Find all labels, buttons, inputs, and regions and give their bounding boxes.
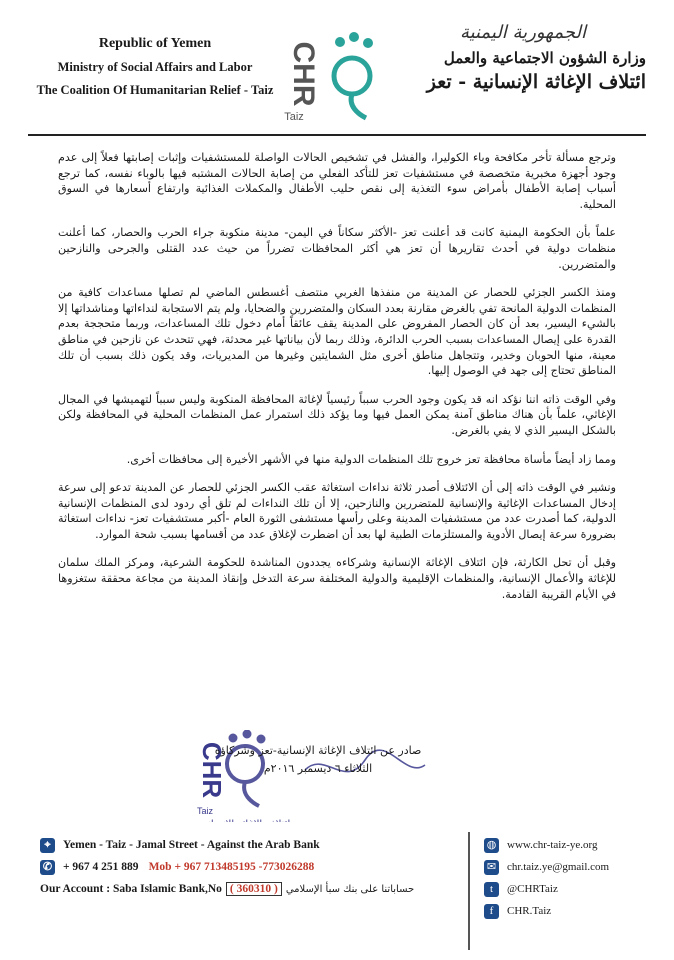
- facebook-icon: f: [484, 904, 499, 919]
- online-links: [484, 834, 654, 922]
- letterhead: [0, 0, 674, 130]
- account-row: [40, 878, 430, 900]
- email-icon: ✉: [484, 860, 499, 875]
- stamp-letters: CHR: [197, 741, 227, 799]
- coalition-name: The Coalition Of Humanitarian Relief - Taiz: [36, 83, 274, 97]
- letterhead-english: [30, 36, 280, 98]
- paragraph: وترجع مسألة تأخر مكافحة وباء الكوليرا، والفشل في تشخيص الحالات الواصلة للمستشفيات وإثبات إصابتها فعلاً إلى عدم وجود أجهزة مخبرية متخصصة في مستشفيات تعز للتأكد الفعلي من إصابة الحالات المشتبه فيها بالوباء نفسه، كما ترجع أسباب إصابة الأطفال بأمراض سوء التغذية إلى نقص حليب الأطفال والمكملات الغذائية وارتفاع أسعارها في السوق المحلية.: [58, 151, 616, 211]
- paragraph: ونشير في الوقت ذاته إلى أن الائتلاف أصدر ثلاثة نداءات استغاثة عقب الكسر الجزئي للحصار عن المدينة تدعو إلى سرعة إدخال المساعدات الإغاثية والإنسانية للمتضررين والنازحين، إلا أن تلك النداءات لم تلق أي ردود لدى المنظمات الإنسانية الدولية، كما أصدرت عدد من مستشفيات المدينة وعلى رأسها مستشفى الثورة العام -أكبر مستشفيات تعز- نداءات استغاثة بضرورة سرعة إيصال الأدوية والمستلزمات الطبية لها بعد أن اضطرت لإغلاق عدد من أقسامها بسبب شحة الموارد.: [58, 481, 616, 541]
- address-row: [40, 834, 430, 856]
- twitter-link[interactable]: @CHRTaiz: [507, 883, 558, 895]
- republic-emblem-text: الجمهورية اليمنية: [459, 22, 586, 43]
- header-divider: [28, 134, 646, 136]
- phone-icon: ✆: [40, 860, 55, 875]
- chr-logo: [270, 24, 390, 124]
- issuer-line: صادر عن ائتلاف الإغاثة الإنسانية-تعز وشركاؤه: [214, 744, 422, 757]
- mobile-text: Mob + 967 713485195 -773026288: [148, 861, 315, 873]
- paragraph: وفي الوقت ذاته اننا نؤكد انه قد يكون وجود الحرب سبباً رئيسياً لإغاثة المحافظة المنكوبة وليس سبباً لتهميشها في المجال الإغاثي، علماً بأن هناك مناطق آمنة يمكن العمل فيها وما يؤكد ذلك استمرار عمل المنظمات المحلية في المحافظة ولكن بالشكل اليسير الذي لا يفي بالغرض.: [58, 392, 616, 437]
- footer-vertical-divider: [468, 832, 470, 950]
- ministry-name-ar: وزارة الشؤون الاجتماعية والعمل: [443, 49, 646, 67]
- date-line: الثلاثاء ٦ ديسمبر ٢٠١٦م: [263, 762, 373, 775]
- account-arabic: حساباتنا على بنك سبأ الإسلامي: [285, 883, 415, 895]
- paragraph: وقبل أن تحل الكارثة، فإن ائتلاف الإغاثة الإنسانية وشركاءه يجددون المناشدة للحكومة الشرعية، ومركز الملك سلمان للإغاثة والأعمال الإنسانية، والمنظمات الإقليمية والدولية المختلفة سرعة التدخل وإنقاذ المدينة من مجاعة محققة ستغزوها في الأيام القريبة القادمة.: [58, 556, 616, 601]
- account-label: Our Account : Saba Islamic Bank,No: [40, 883, 222, 895]
- globe-icon: ◍: [484, 838, 499, 853]
- location-icon: ⌖: [40, 838, 55, 853]
- paragraph: علماً بأن الحكومة اليمنية كانت قد أعلنت تعز -الأكثر سكاناً في اليمن- مدينة منكوبة جراء الحرب والحصار، كما أعلنت منظمات دولية في أحدث تقاريرها أن تعز هي أكثر المحافظات تضرراً من حيث عدد القتلى والجرحى والنازحين والمتضررين.: [58, 226, 616, 271]
- address-text: Yemen - Taiz - Jamal Street - Against the Arab Bank: [63, 839, 320, 851]
- facebook-link[interactable]: CHR.Taiz: [507, 905, 552, 917]
- account-number: ( 360310 ): [226, 882, 282, 896]
- stamp-sub: Taiz: [196, 806, 214, 816]
- email-row[interactable]: [484, 856, 654, 878]
- signature-block: [188, 742, 448, 778]
- website-link[interactable]: www.chr-taiz-ye.org: [507, 839, 598, 851]
- paragraph: ومنذ الكسر الجزئي للحصار عن المدينة من منفذها الغربي منتصف أغسطس الماضي لم تصلها مساعدات كافية من المنظمات الدولية المانحة تفي بالغرض مقارنة بعدد السكان والمتضررين والضحايا، ولم يتم الاستجابة لنداءاتها ومناشداتها إلا بالشيء اليسير، بعد أن كان الحصار المفروض على المدينة يقف عائقاً أمام دخول تلك المساعدات، وربما متحججة بعدم القدرة على إيصال المساعدات بسبب الحرب الدائرة، وذلك ربما لأن بياناتها غير محدثة، فهي تتحدث عن نازحين في مناطق معينة، منها الحوبان وخدير، وتتجاهل مناطق أخرى مثل الشمايتين وغيرها من المديريات، وقد يكون ذلك بسبب أن تلك المناطق تحتاج إلى جهد في الوصول إليها.: [58, 286, 616, 378]
- twitter-icon: t: [484, 882, 499, 897]
- email-link[interactable]: chr.taiz.ye@gmail.com: [507, 861, 610, 873]
- twitter-row[interactable]: [484, 878, 654, 900]
- contact-info: [40, 834, 430, 900]
- coalition-name-ar: ائتلاف الإغاثة الإنسانية - تعز: [426, 71, 646, 93]
- phone-text: + 967 4 251 889: [63, 861, 139, 873]
- letterhead-arabic: [376, 22, 646, 93]
- website-row[interactable]: [484, 834, 654, 856]
- letter-body: [58, 150, 616, 615]
- ministry-name: Ministry of Social Affairs and Labor: [57, 60, 253, 74]
- phone-row: [40, 856, 430, 878]
- logo-sub: Taiz: [284, 111, 304, 123]
- footer: [0, 822, 674, 960]
- facebook-row[interactable]: [484, 900, 654, 922]
- logo-letters: CHR: [287, 41, 320, 107]
- country-name: Republic of Yemen: [98, 36, 212, 51]
- paragraph: ومما زاد أيضاً مأساة محافظة تعز خروج تلك المنظمات الدولية منها في الأشهر الأخيرة إلى محافظات أخرى.: [126, 452, 616, 466]
